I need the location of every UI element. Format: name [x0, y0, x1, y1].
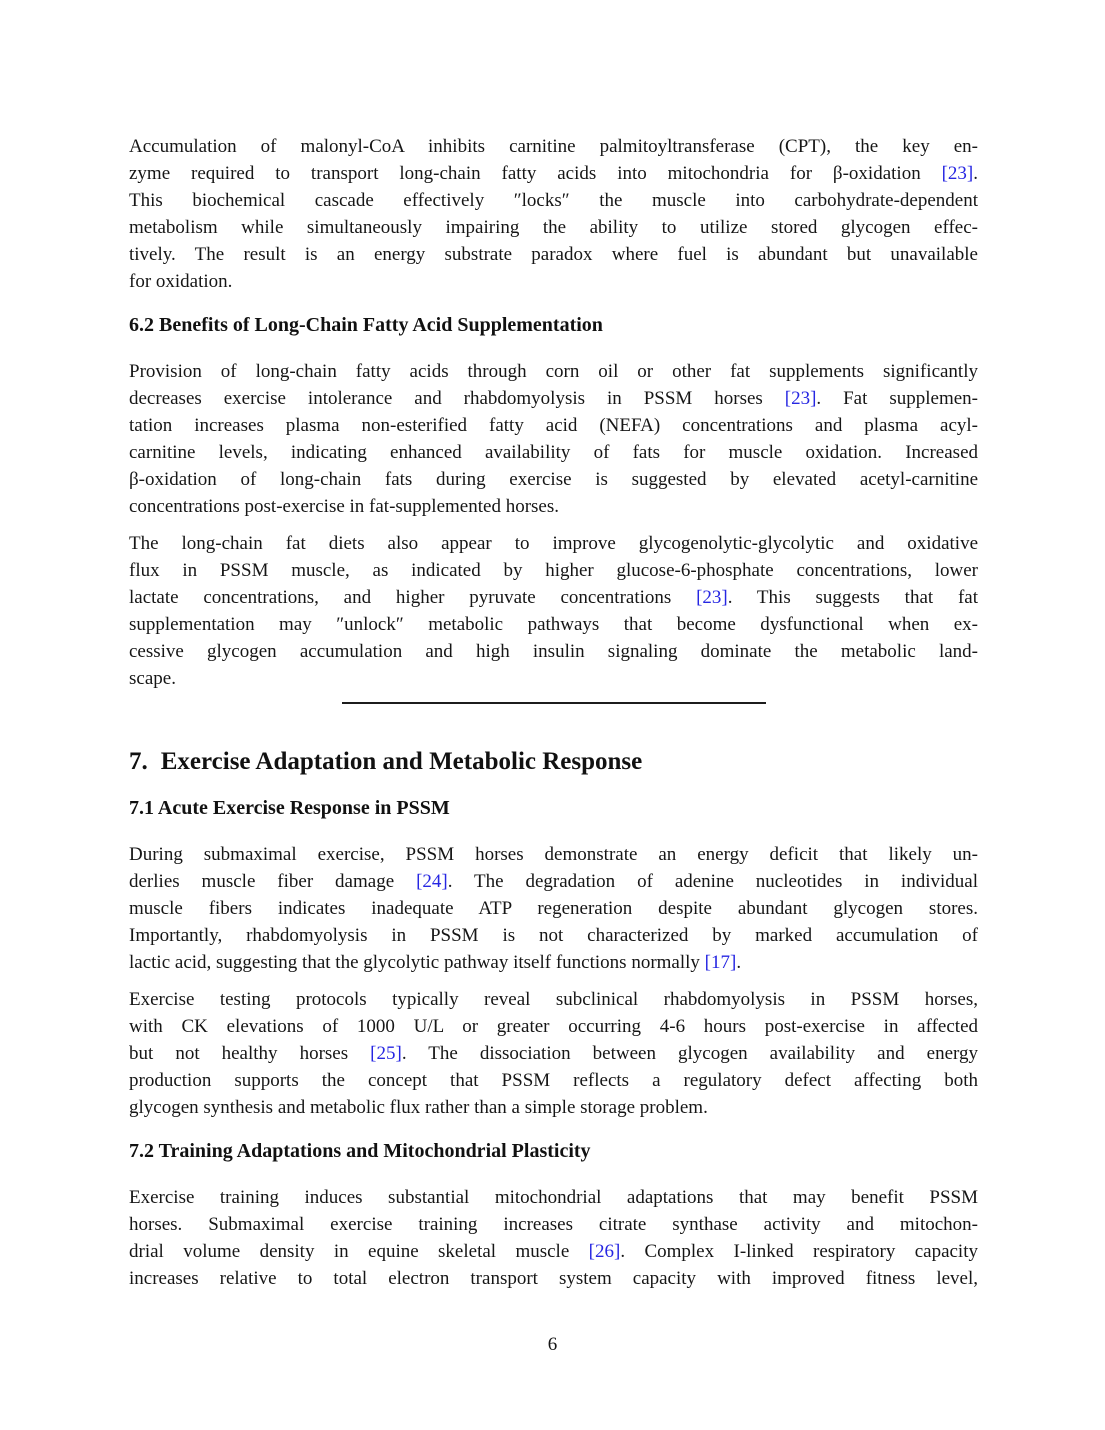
document-content [129, 133, 978, 1302]
section-title: Exercise Adaptation and Metabolic Response [160, 748, 643, 775]
text-line: glycogen synthesis and metabolic flux rather than a simple storage problem. [129, 1097, 708, 1118]
text-line: with CK elevations of 1000 U/L or greater occurring 4-6 hours post-exercise in affected [129, 1016, 978, 1037]
text-line: tation increases plasma non-esterified fatty acid (NEFA) concentrations and plasma acyl- [129, 415, 978, 436]
text-line: for oxidation. [129, 271, 233, 292]
text-line: horses. Submaximal exercise training increases citrate synthase activity and mitochon- [129, 1214, 978, 1235]
citation-link[interactable]: [23] [784, 388, 817, 409]
text-line: but not healthy horses [25]. The dissociation between glycogen availability and energy [129, 1043, 978, 1064]
text-line: β-oxidation of long-chain fats during exercise is suggested by elevated acetyl-carnitine [129, 469, 978, 490]
text-line: flux in PSSM muscle, as indicated by higher glucose-6-phosphate concentrations, lower [129, 560, 978, 581]
text-line: The long-chain fat diets also appear to improve glycogenolytic-glycolytic and oxidative [129, 533, 978, 554]
divider-rule [342, 702, 766, 704]
text-line: carnitine levels, indicating enhanced availability of fats for muscle oxidation. Increased [129, 442, 978, 463]
text-line: Exercise training induces substantial mitochondrial adaptations that may benefit PSSM [129, 1187, 978, 1208]
paragraph [129, 133, 978, 295]
text-line: During submaximal exercise, PSSM horses demonstrate an energy deficit that likely un- [129, 844, 978, 865]
citation-link[interactable]: [25] [370, 1043, 402, 1064]
subsection-heading: 6.2 Benefits of Long-Chain Fatty Acid Supplementation [129, 314, 603, 336]
text-line: cessive glycogen accumulation and high insulin signaling dominate the metabolic land- [129, 641, 978, 662]
text-line: decreases exercise intolerance and rhabdomyolysis in PSSM horses [23]. Fat supplemen- [129, 388, 978, 409]
text-line: Provision of long-chain fatty acids through corn oil or other fat supplements significantly [129, 361, 978, 382]
paragraph [129, 358, 978, 520]
paragraph [129, 841, 978, 976]
citation-link[interactable]: [17] [704, 952, 737, 973]
text-line: Exercise testing protocols typically reveal subclinical rhabdomyolysis in PSSM horses, [129, 989, 978, 1010]
text-line: scape. [129, 668, 176, 689]
text-line: derlies muscle fiber damage [24]. The degradation of adenine nucleotides in individual [129, 871, 978, 892]
text-line: zyme required to transport long-chain fatty acids into mitochondria for β-oxidation [23]. [129, 163, 978, 184]
paragraph [129, 1184, 978, 1292]
text-line: supplementation may ″unlock″ metabolic pathways that become dysfunctional when ex- [129, 614, 978, 635]
text-line: increases relative to total electron transport system capacity with improved fitness level, [129, 1268, 978, 1289]
text-line: metabolism while simultaneously impairing the ability to utilize stored glycogen effec- [129, 217, 978, 238]
text-line: This biochemical cascade effectively ″locks″ the muscle into carbohydrate-dependent [129, 190, 978, 211]
section-number: 7. [129, 748, 148, 775]
subsection-heading: 7.1 Acute Exercise Response in PSSM [129, 797, 450, 819]
page-number: 6 [547, 1334, 558, 1355]
citation-link[interactable]: [26] [588, 1241, 621, 1262]
text-line: Accumulation of malonyl-CoA inhibits carnitine palmitoyltransferase (CPT), the key en- [129, 136, 978, 157]
text-line: concentrations post-exercise in fat-supplemented horses. [129, 496, 559, 517]
citation-link[interactable]: [23] [941, 163, 974, 184]
citation-link[interactable]: [23] [696, 587, 728, 608]
text-line: tively. The result is an energy substrate paradox where fuel is abundant but unavailable [129, 244, 978, 265]
paragraph [129, 986, 978, 1121]
section-heading [129, 745, 978, 778]
text-line: production supports the concept that PSSM reflects a regulatory defect affecting both [129, 1070, 978, 1091]
text-line: lactate concentrations, and higher pyruvate concentrations [23]. This suggests that fat [129, 587, 978, 608]
text-line: drial volume density in equine skeletal muscle [26]. Complex I-linked respiratory capacity [129, 1241, 978, 1262]
text-line: lactic acid, suggesting that the glycolytic pathway itself functions normally [17]. [129, 952, 742, 973]
text-line: Importantly, rhabdomyolysis in PSSM is not characterized by marked accumulation of [129, 925, 978, 946]
text-line: muscle fibers indicates inadequate ATP regeneration despite abundant glycogen stores. [129, 898, 978, 919]
subsection-heading: 7.2 Training Adaptations and Mitochondrial Plasticity [129, 1140, 591, 1162]
paragraph [129, 530, 978, 692]
citation-link[interactable]: [24] [416, 871, 448, 892]
page-footer [0, 1334, 1105, 1356]
